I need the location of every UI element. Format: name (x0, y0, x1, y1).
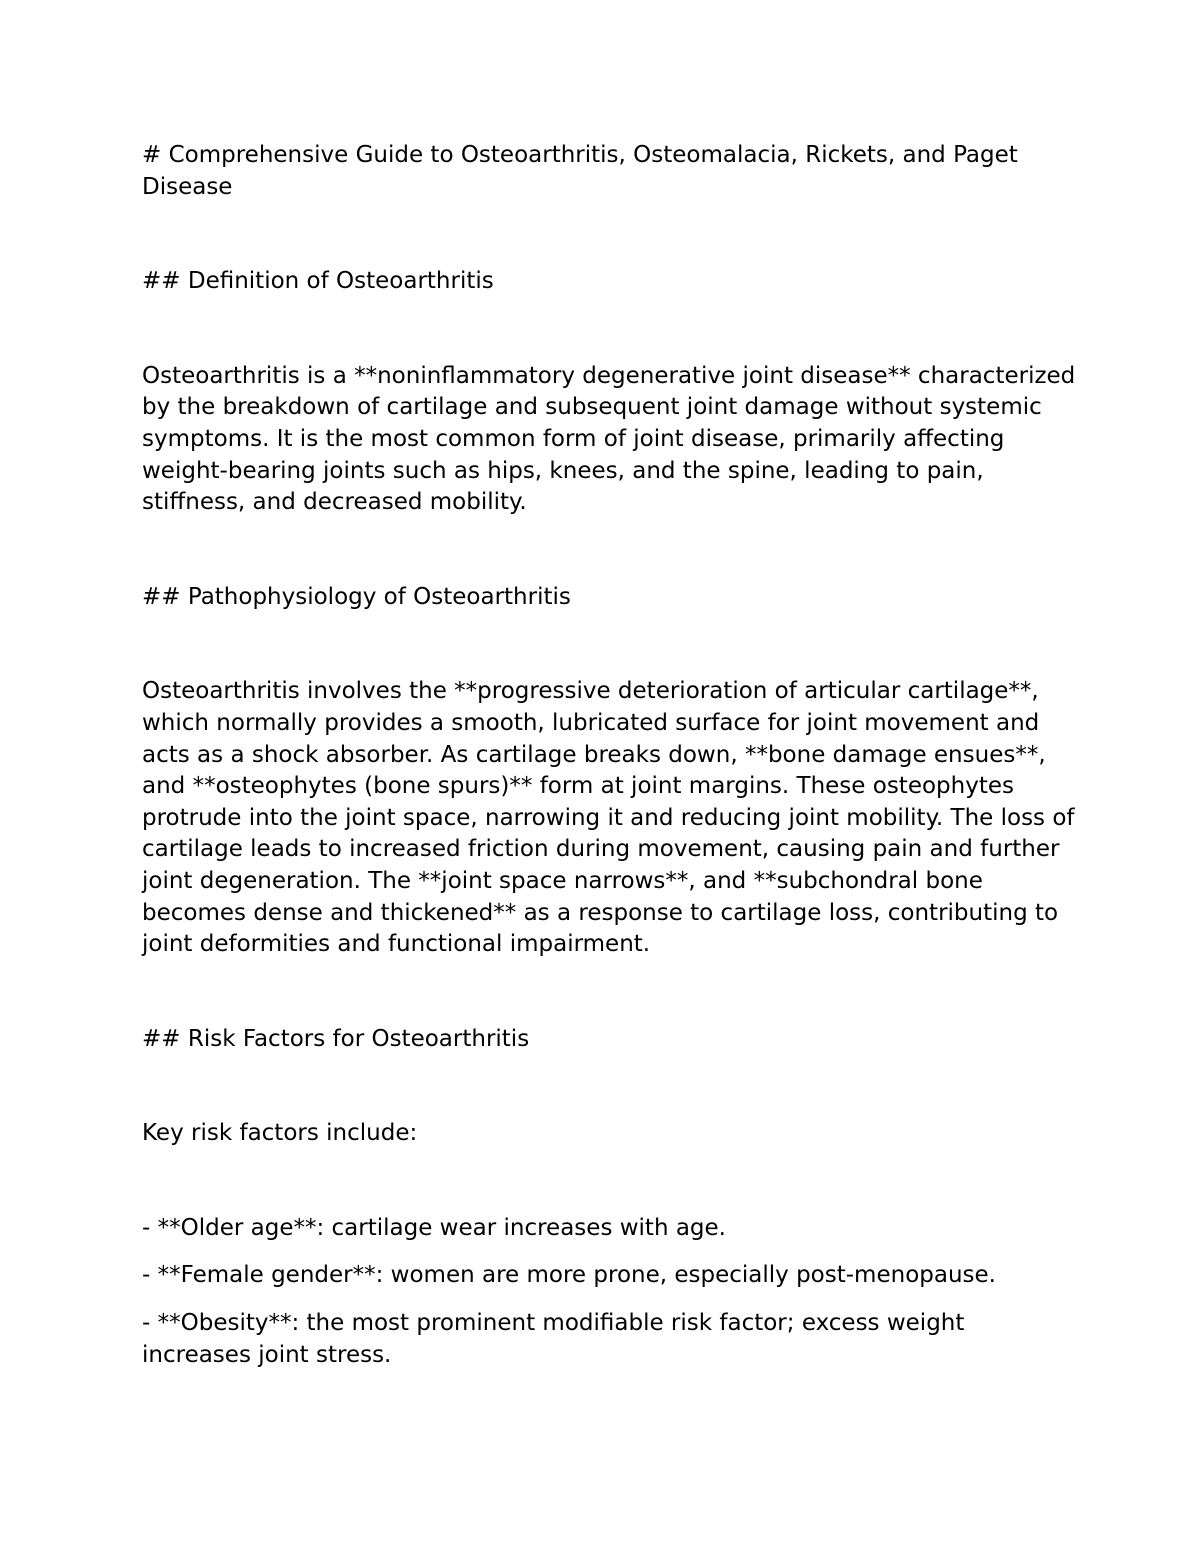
risk-factors-heading: ## Risk Factors for Osteoarthritis (142, 1025, 530, 1052)
risk-factor-item: - **Older age**: cartilage wear increases with age. (142, 1214, 726, 1241)
document-title: # Comprehensive Guide to Osteoarthritis, Osteomalacia, Rickets, and Paget Disease (142, 142, 1018, 200)
risk-factors-list (142, 1213, 1077, 1371)
document-content (142, 140, 1077, 1387)
risk-factor-item: - **Obesity**: the most prominent modifiable risk factor; excess weight increases joint stress. (142, 1310, 965, 1368)
definition-paragraph: Osteoarthritis is a **noninflammatory degenerative joint disease** characterized by the breakdown of cartilage and subsequent joint damage without systemic symptoms. It is the most common form of joint disease, primarily affecting weight-bearing joints such as hips, knees, and the spine, leading to pain, stiffness, and decreased mobility. (142, 362, 1076, 516)
risk-factors-intro: Key risk factors include: (142, 1120, 418, 1147)
pathophysiology-paragraph: Osteoarthritis involves the **progressive deterioration of articular cartilage**, which normally provides a smooth, lubricated surface for joint movement and acts as a shock absorber. As cartilage breaks down, **bone damage ensues**, and **osteophytes (bone spurs)** form at joint margins. These osteophytes protrude into the joint space, narrowing it and reducing joint mobility. The loss of cartilage leads to increased friction during movement, causing pain and further joint degeneration. The **joint space narrows**, and **subchondral bone becomes dense and thickened** as a response to cartilage loss, contributing to joint deformities and functional impairment. (142, 678, 1075, 958)
pathophysiology-heading: ## Pathophysiology of Osteoarthritis (142, 583, 571, 610)
definition-heading: ## Definition of Osteoarthritis (142, 268, 494, 295)
risk-factor-item: - **Female gender**: women are more prone, especially post-menopause. (142, 1262, 996, 1289)
